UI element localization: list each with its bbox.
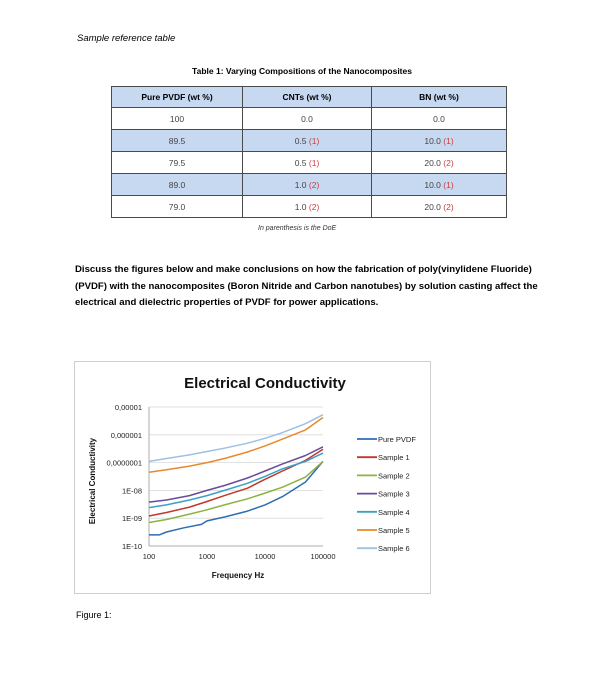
table-row — [112, 108, 507, 130]
cell-cnt — [243, 174, 372, 196]
composition-table — [111, 86, 507, 218]
cell-bn — [372, 196, 507, 218]
figure-label: Figure 1: — [76, 610, 112, 620]
legend-label: Sample 5 — [378, 526, 410, 535]
y-tick-label: 0,0000001 — [106, 458, 142, 468]
cnt-value: 0.5 — [294, 157, 307, 168]
cnt-value: 0.5 — [294, 135, 307, 146]
cell-cnt — [243, 152, 372, 174]
conductivity-chart — [74, 361, 431, 594]
x-tick-label: 1000 — [198, 552, 216, 561]
y-tick-labels — [107, 403, 142, 551]
bn-value: 10.0 — [424, 135, 441, 146]
y-tick-label: 0,000001 — [110, 430, 142, 440]
cnt-doe: (2) — [308, 179, 320, 190]
y-tick-label: 1E-09 — [121, 514, 142, 524]
chart-title: Electrical Conductivity — [184, 375, 346, 392]
bn-doe: (2) — [443, 201, 454, 212]
x-tick-label: 10000 — [254, 552, 276, 561]
x-tick-labels — [143, 552, 336, 561]
header-cnts: CNTs (wt %) — [243, 87, 372, 108]
chart-series — [149, 415, 323, 535]
cnt-doe: (1) — [308, 157, 320, 168]
legend-label: Sample 1 — [378, 453, 410, 463]
cell-bn — [372, 152, 507, 174]
bn-doe: (2) — [443, 157, 454, 168]
cell-pvdf: 89.5 — [112, 130, 243, 152]
y-tick-label: 1E-08 — [121, 486, 142, 496]
x-axis-label: Frequency Hz — [211, 571, 265, 580]
chart-gridlines — [149, 407, 323, 546]
table-header-row — [112, 87, 507, 108]
cell-bn — [372, 130, 507, 152]
table-title: Table 1: Varying Compositions of the Nanocomposites — [192, 66, 412, 76]
legend-label: Pure PVDF — [378, 435, 416, 444]
table-row — [112, 152, 507, 174]
cell-pvdf: 100 — [112, 108, 243, 130]
x-tick-label: 100 — [142, 552, 156, 561]
chart-legend — [357, 435, 416, 553]
bn-value: 20.0 — [424, 201, 441, 212]
cell-bn — [372, 174, 507, 196]
cnt-value: 0.0 — [301, 113, 313, 124]
chart-svg — [75, 362, 430, 593]
cell-cnt — [243, 108, 372, 130]
table-row — [112, 196, 507, 218]
cell-bn — [372, 108, 507, 130]
legend-label: Sample 6 — [378, 544, 410, 554]
cell-pvdf: 79.0 — [112, 196, 243, 218]
y-tick-label: 1E-10 — [121, 542, 142, 551]
y-axis-label: Electrical Conductivity — [88, 437, 97, 525]
bn-value: 20.0 — [424, 157, 441, 168]
sample-reference-label: Sample reference table — [77, 33, 176, 44]
cell-pvdf: 79.5 — [112, 152, 243, 174]
series-line-sample-6 — [149, 415, 323, 462]
header-bn: BN (wt %) — [372, 87, 507, 108]
bn-doe: (1) — [443, 135, 454, 146]
cnt-value: 1.0 — [294, 201, 307, 212]
x-tick-label: 100000 — [310, 552, 336, 561]
table-note: In parenthesis is the DoE — [258, 225, 337, 232]
legend-label: Sample 2 — [378, 471, 410, 481]
header-pvdf: Pure PVDF (wt %) — [112, 87, 243, 108]
cnt-value: 1.0 — [294, 179, 307, 190]
cell-pvdf: 89.0 — [112, 174, 243, 196]
bn-value: 10.0 — [424, 179, 441, 190]
table-row — [112, 130, 507, 152]
cnt-doe: (1) — [308, 135, 320, 146]
discussion-text: Discuss the figures below and make conclusions on how the fabrication of poly(vinylidene Fluoride) (PVDF) with the nanocomposites (Boron Nitride and Carbon nanotubes) by solution casting affect the electrical and dielectric properties of PVDF for power applications. — [75, 264, 538, 308]
legend-label: Sample 4 — [378, 507, 410, 517]
cell-cnt — [243, 130, 372, 152]
bn-value: 0.0 — [433, 113, 445, 124]
legend-label: Sample 3 — [378, 489, 410, 499]
table-row — [112, 174, 507, 196]
bn-doe: (1) — [443, 179, 454, 190]
cell-cnt — [243, 196, 372, 218]
y-tick-label: 0,00001 — [114, 403, 142, 412]
cnt-doe: (2) — [308, 201, 320, 212]
